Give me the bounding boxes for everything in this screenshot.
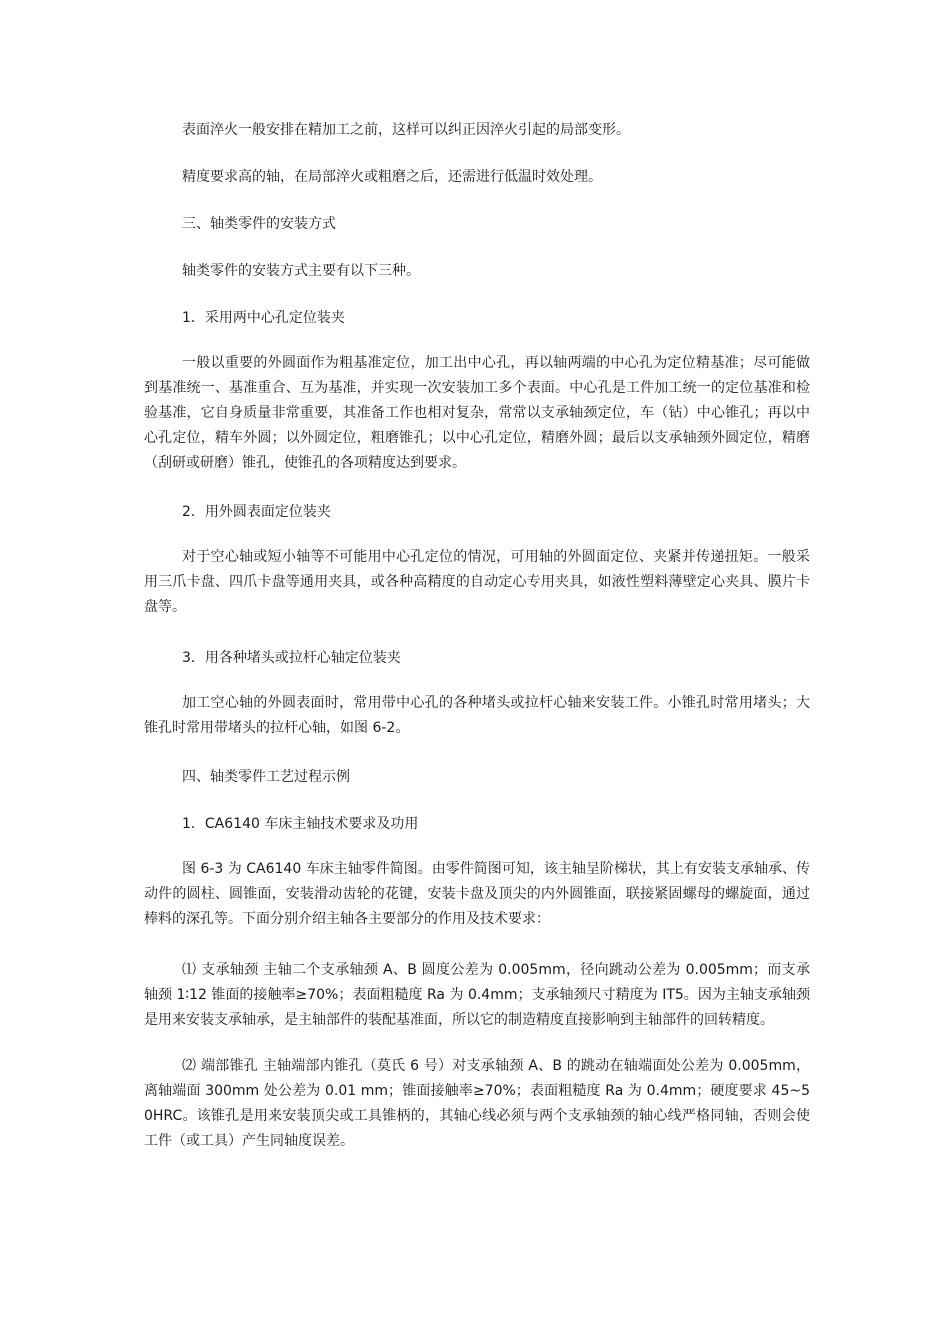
item-heading-ca6140: 1．CA6140 车床主轴技术要求及功用 <box>182 816 419 832</box>
paragraph-installation-intro: 轴类零件的安装方式主要有以下三种。 <box>182 263 420 279</box>
paragraph-surface-quenching: 表面淬火一般安排在精加工之前，这样可以纠正因淬火引起的局部变形。 <box>182 122 630 138</box>
paragraph-center-holes: 一般以重要的外圆面作为粗基准定位，加工出中心孔，再以轴两端的中心孔为定位精基准；尽可能做到基准统一、基准重合、互为基准，并实现一次安装加工多个表面。中心孔是工件加工统一的定位基准和检验基准，它自身质量非常重要，其准备工作也相对复杂，常常以支承轴颈定位，车（钻）中心锥孔；再以中心孔定位，精车外圆；以外圆定位，粗磨锥孔；以中心孔定位，精磨外圆；最后以支承轴颈外圆定位，精磨（刮研或研磨）锥孔，使锥孔的各项精度达到要求。 <box>144 355 810 471</box>
paragraph-ca6140-intro: 图 6-3 为 CA6140 车床主轴零件简图。由零件简图可知，该主轴呈阶梯状，其上有安装支承轴承、传动件的圆柱、圆锥面，安装滑动齿轮的花键，安装卡盘及顶尖的内外圆锥面，联接紧固螺母的螺旋面，通过棒料的深孔等。下面分别介绍主轴各主要部分的作用及技术要求： <box>144 861 810 927</box>
paragraph-end-taper-hole: ⑵ 端部锥孔 主轴端部内锥孔（莫氏 6 号）对支承轴颈 A、B 的跳动在轴端面处公差为 0.005mm，离轴端面 300mm 处公差为 0.01 mm；锥面接触率≥70%；表面粗糙度 Ra 为 0.4mm；硬度要求 45~50HRC。该锥孔是用来安装顶尖或工具锥柄的，其轴心线必须与两个支承轴颈的轴心线严格同轴，否则会使工件（或工具）产生同轴度误差。 <box>144 1058 810 1149</box>
paragraph-outer-surface: 对于空心轴或短小轴等不可能用中心孔定位的情况，可用轴的外圆面定位、夹紧并传递扭矩。一般采用三爪卡盘、四爪卡盘等通用夹具，或各种高精度的自动定心专用夹具，如液性塑料薄壁定心夹具、膜片卡盘等。 <box>144 549 810 615</box>
paragraph-plugs-mandrels: 加工空心轴的外圆表面时，常用带中心孔的各种堵头或拉杆心轴来安装工件。小锥孔时常用堵头；大锥孔时常用带堵头的拉杆心轴，如图 6-2。 <box>144 695 810 736</box>
section-heading-installation: 三、轴类零件的安装方式 <box>182 216 336 232</box>
paragraph-aging-treatment: 精度要求高的轴，在局部淬火或粗磨之后，还需进行低温时效处理。 <box>182 169 602 185</box>
item-heading-outer-surface: 2．用外圆表面定位装夹 <box>182 504 331 520</box>
item-heading-plugs-mandrels: 3．用各种堵头或拉杆心轴定位装夹 <box>182 650 401 666</box>
paragraph-support-journal: ⑴ 支承轴颈 主轴二个支承轴颈 A、B 圆度公差为 0.005mm，径向跳动公差为 0.005mm；而支承轴颈 1∶12 锥面的接触率≥70%；表面粗糙度 Ra 为 0.4mm；支承轴颈尺寸精度为 IT5。因为主轴支承轴颈是用来安装支承轴承，是主轴部件的装配基准面，所以它的制造精度直接影响到主轴部件的回转精度。 <box>144 962 810 1028</box>
section-heading-process-example: 四、轴类零件工艺过程示例 <box>182 769 350 785</box>
item-heading-center-holes: 1．采用两中心孔定位装夹 <box>182 310 345 326</box>
